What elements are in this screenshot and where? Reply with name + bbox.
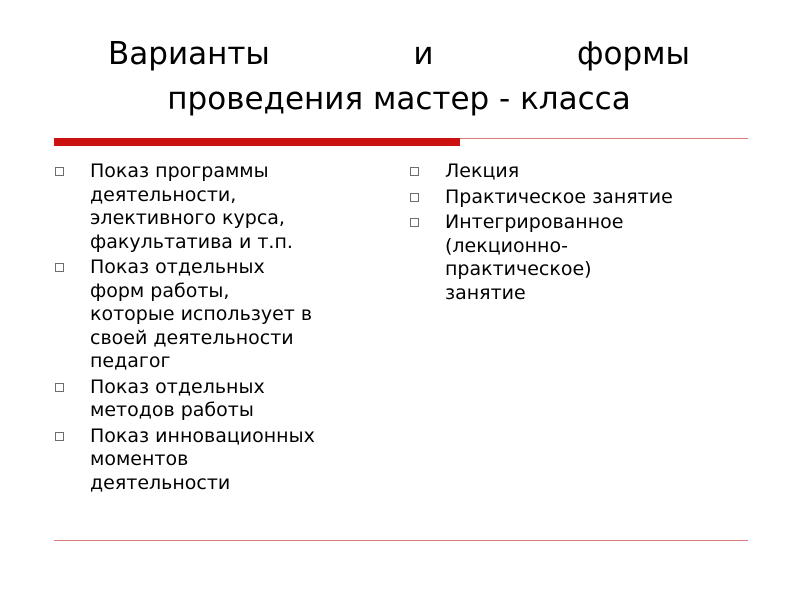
list-item-text: Практическое занятие <box>445 185 673 208</box>
list-item <box>410 160 755 184</box>
list-item <box>55 425 395 496</box>
square-bullet-icon <box>55 383 64 392</box>
list-item-text: Показ программы деятельности, элективного курса, факультатива и т.п. <box>90 160 293 253</box>
right-bullet-list <box>410 160 755 305</box>
square-bullet-icon <box>410 218 419 227</box>
list-item-text: Интегрированное (лекционно- практическое) занятие <box>445 211 624 304</box>
title-line-1 <box>108 32 690 77</box>
square-bullet-icon <box>410 167 419 176</box>
square-bullet-icon <box>55 263 64 272</box>
list-item-text: Показ отдельных методов работы <box>90 375 265 421</box>
list-item <box>55 256 395 374</box>
list-item-text: Показ отдельных форм работы, которые использует в своей деятельности педагог <box>90 256 313 372</box>
list-item-text: Показ инновационных моментов деятельности <box>90 424 315 494</box>
thin-divider-top <box>460 138 748 139</box>
square-bullet-icon <box>55 432 64 441</box>
slide-title <box>108 32 690 122</box>
thin-divider-bottom <box>54 540 748 541</box>
accent-divider <box>54 138 460 146</box>
title-word-3: формы <box>576 36 690 72</box>
title-line-2: проведения мастер - класса <box>167 81 631 117</box>
square-bullet-icon <box>55 167 64 176</box>
list-item <box>410 186 755 210</box>
list-item <box>410 211 755 305</box>
title-word-2: и <box>413 36 434 72</box>
list-item-text: Лекция <box>445 160 520 182</box>
list-item <box>55 376 395 423</box>
list-item <box>55 160 395 254</box>
title-word-1: Варианты <box>108 36 270 72</box>
left-bullet-list <box>55 160 395 495</box>
square-bullet-icon <box>410 193 419 202</box>
